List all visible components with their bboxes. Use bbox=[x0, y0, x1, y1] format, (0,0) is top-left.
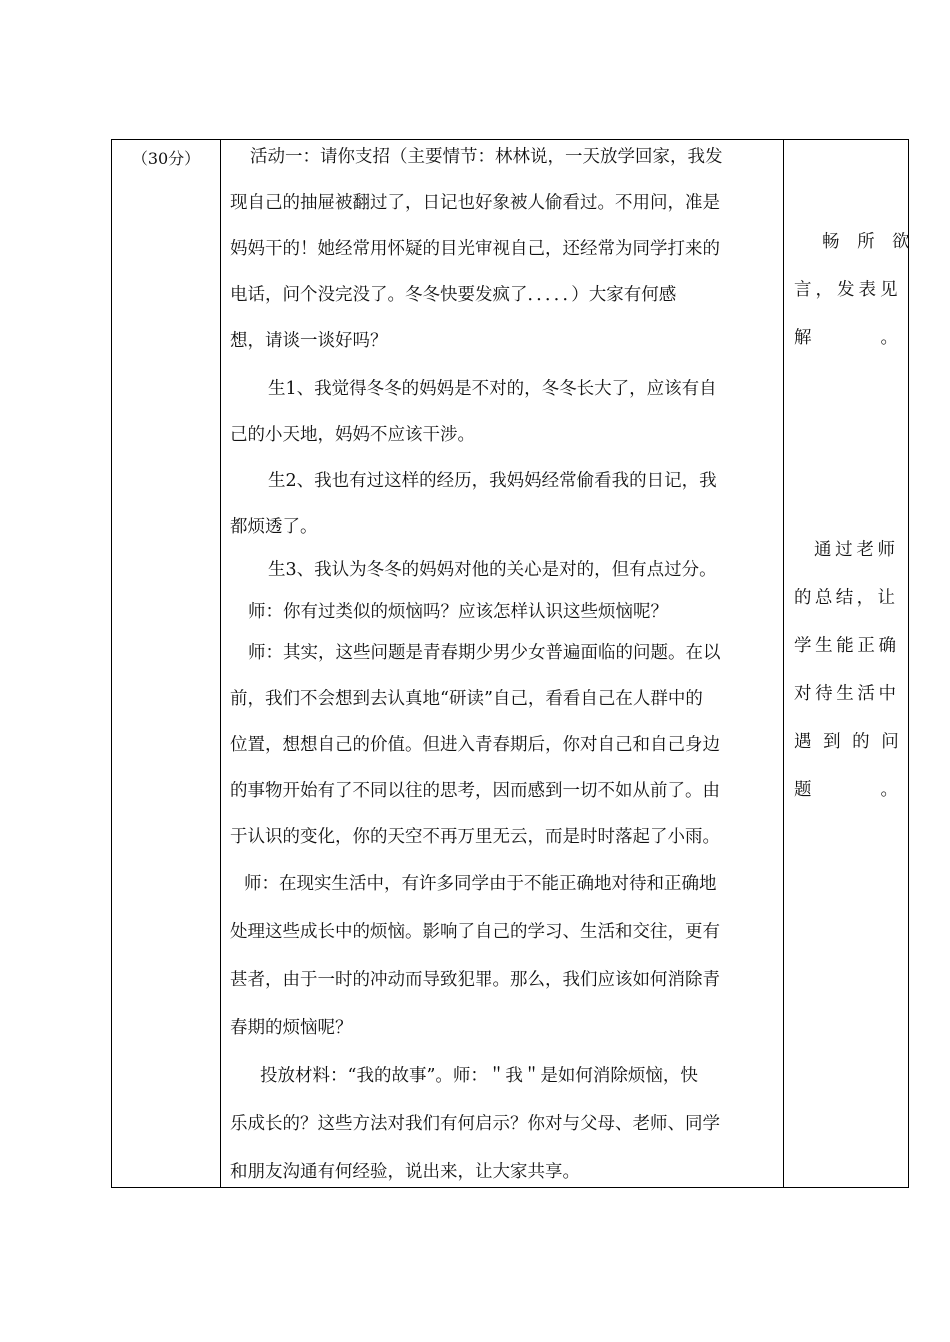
text-line: 的事物开始有了不同以往的思考，因而感到一切不如从前了。由 bbox=[230, 781, 720, 801]
text-line: 师：其实，这些问题是青春期少男少女普遍面临的问题。在以 bbox=[248, 643, 721, 663]
student2-paragraph bbox=[230, 458, 774, 550]
text-line: 通过老师 bbox=[814, 540, 898, 560]
column-divider bbox=[783, 140, 784, 1187]
time-column bbox=[112, 140, 220, 169]
text-line: 和朋友沟通有何经验，说出来，让大家共享。 bbox=[230, 1162, 580, 1182]
text-line: 妈妈干的！她经常用怀疑的目光审视自己，还经常为同学打来的 bbox=[230, 239, 720, 259]
text-line: 现自己的抽屉被翻过了，日记也好象被人偷看过。不用问，准是 bbox=[230, 193, 720, 213]
text-line: 遇 到 的 问 bbox=[794, 732, 902, 752]
text-line: 想，请谈一谈好吗？ bbox=[230, 331, 388, 351]
text-line: 生2、我也有过这样的经历，我妈妈经常偷看我的日记，我 bbox=[268, 471, 717, 491]
text-line: 春期的烦恼呢？ bbox=[230, 1018, 353, 1038]
text-line: 对待生活中 bbox=[794, 684, 898, 704]
text-line: 题。 bbox=[794, 780, 898, 800]
text-line: 生3、我认为冬冬的妈妈对他的关心是对的，但有点过分。 bbox=[268, 560, 717, 580]
text-line: 师：你有过类似的烦恼吗？应该怎样认识这些烦恼呢？ bbox=[248, 602, 668, 622]
teacher1-paragraph bbox=[230, 590, 774, 634]
note-b bbox=[794, 526, 902, 814]
time-label: （30分） bbox=[131, 149, 201, 168]
content-column bbox=[230, 140, 774, 1196]
teacher2-paragraph bbox=[230, 630, 774, 860]
text-line: 都烦透了。 bbox=[230, 517, 318, 537]
text-line: 乐成长的？这些方法对我们有何启示？你对与父母、老师、同学 bbox=[230, 1114, 720, 1134]
student3-paragraph bbox=[230, 550, 774, 590]
text-line: 前，我们不会想到去认真地“研读”自己，看看自己在人群中的 bbox=[230, 689, 703, 709]
text-line: 处理这些成长中的烦恼。影响了自己的学习、生活和交往，更有 bbox=[230, 922, 720, 942]
text-line: 言，发表见 bbox=[794, 280, 902, 300]
text-line: 活动一：请你支招（主要情节：林林说，一天放学回家，我发 bbox=[250, 147, 723, 167]
text-line: 投放材料：“我的故事”。师：＂我＂是如何消除烦恼，快 bbox=[260, 1066, 698, 1086]
text-line: 位置，想想自己的价值。但进入青春期后，你对自己和自己身边 bbox=[230, 735, 720, 755]
text-line: 师：在现实生活中，有许多同学由于不能正确地对待和正确地 bbox=[244, 874, 717, 894]
lesson-table bbox=[111, 139, 916, 1188]
material-paragraph bbox=[230, 1052, 774, 1196]
column-divider bbox=[220, 140, 221, 1187]
text-line: 生1、我觉得冬冬的妈妈是不对的，冬冬长大了，应该有自 bbox=[268, 379, 717, 399]
text-line: 解。 bbox=[794, 328, 898, 348]
teacher3-paragraph bbox=[230, 860, 774, 1052]
text-line: 畅 所 欲 bbox=[822, 232, 916, 252]
text-line: 己的小天地，妈妈不应该干涉。 bbox=[230, 425, 475, 445]
text-line: 的总结，让 bbox=[794, 588, 898, 608]
note-a bbox=[794, 218, 916, 362]
text-line: 学生能正确 bbox=[794, 636, 898, 656]
student1-paragraph bbox=[230, 366, 774, 458]
text-line: 电话，问个没完没了。冬冬快要发疯了．．．．．）大家有何感 bbox=[230, 285, 677, 305]
text-line: 甚者，由于一时的冲动而导致犯罪。那么，我们应该如何消除青 bbox=[230, 970, 720, 990]
text-line: 于认识的变化，你的天空不再万里无云，而是时时落起了小雨。 bbox=[230, 827, 720, 847]
activity-paragraph bbox=[230, 134, 774, 364]
